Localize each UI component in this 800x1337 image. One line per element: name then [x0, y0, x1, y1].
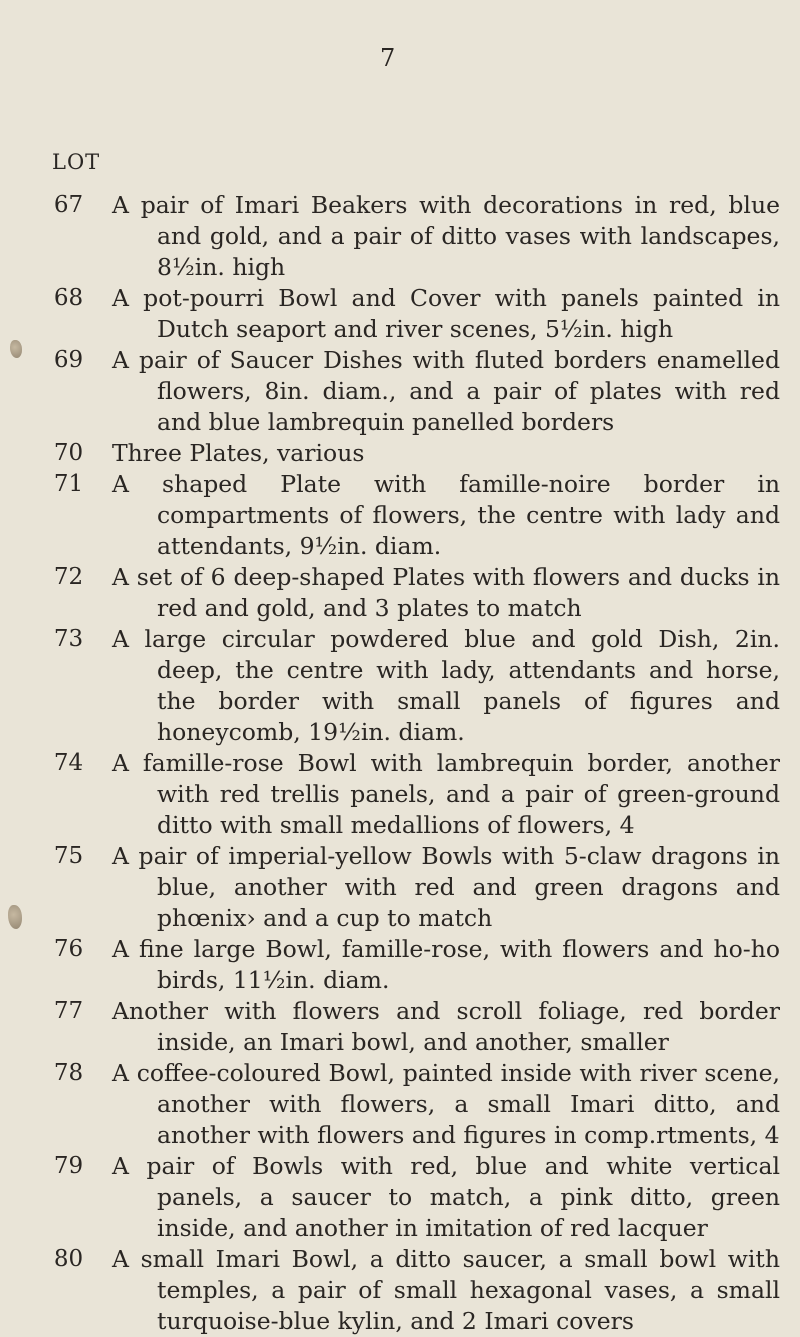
lot-number: 69	[53, 347, 84, 373]
lot-number: 76	[53, 936, 84, 962]
lot-description: A pair of imperial-yellow Bowls with 5-claw dragons in blue, another with red and green dragons and phœnix› and a cup to match	[112, 842, 780, 932]
lot-entry	[40, 1244, 780, 1337]
lot-number: 80	[53, 1246, 84, 1272]
lot-entry	[40, 469, 780, 562]
lot-description: A pot-pourri Bowl and Cover with panels painted in Dutch seaport and river scenes, 5½in. high	[112, 284, 780, 343]
lot-entry	[40, 996, 780, 1058]
lot-number: 70	[53, 440, 84, 466]
lot-number: 74	[53, 750, 84, 776]
lot-entry	[40, 841, 780, 934]
lot-description: Three Plates, various	[112, 439, 365, 467]
lot-entry	[40, 1058, 780, 1151]
lot-number: 79	[53, 1153, 84, 1179]
lot-description: A fine large Bowl, famille-rose, with flowers and ho-ho birds, 11½in. diam.	[112, 935, 780, 994]
lot-entry	[40, 748, 780, 841]
lot-column-header: LOT	[52, 150, 101, 174]
lot-number: 73	[53, 626, 84, 652]
page-number: 7	[380, 44, 396, 72]
lot-number: 72	[53, 564, 84, 590]
lot-number: 68	[53, 285, 84, 311]
lot-number: 67	[53, 192, 84, 218]
lot-entry	[40, 624, 780, 748]
lot-entry	[40, 345, 780, 438]
lot-description: Another with flowers and scroll foliage, red border inside, an Imari bowl, and another, smaller	[112, 997, 780, 1056]
lot-description: A famille-rose Bowl with lambrequin border, another with red trellis panels, and a pair of green-ground ditto with small medallions of flowers, 4	[112, 749, 780, 839]
paper-blemish	[8, 905, 22, 929]
lot-number: 75	[53, 843, 84, 869]
lot-entry	[40, 438, 780, 469]
lot-description: A pair of Saucer Dishes with fluted borders enamelled flowers, 8in. diam., and a pair of plates with red and blue lambrequin panelled borders	[112, 346, 780, 436]
lot-entry	[40, 562, 780, 624]
lot-entry	[40, 1151, 780, 1244]
lot-entry	[40, 283, 780, 345]
lot-list	[40, 190, 780, 1337]
lot-number: 78	[53, 1060, 84, 1086]
paper-blemish	[10, 340, 22, 358]
lot-number: 77	[53, 998, 84, 1024]
lot-description: A pair of Imari Beakers with decorations in red, blue and gold, and a pair of ditto vases with landscapes, 8½in. high	[112, 191, 780, 281]
lot-description: A large circular powdered blue and gold Dish, 2in. deep, the centre with lady, attendants and horse, the border with small panels of figures and honeycomb, 19½in. diam.	[112, 625, 780, 746]
lot-entry	[40, 934, 780, 996]
lot-description: A shaped Plate with famille-noire border in compartments of flowers, the centre with lady and attendants, 9½in. diam.	[112, 470, 780, 560]
lot-description: A set of 6 deep-shaped Plates with flowers and ducks in red and gold, and 3 plates to match	[112, 563, 780, 622]
lot-description: A small Imari Bowl, a ditto saucer, a small bowl with temples, a pair of small hexagonal vases, a small turquoise-blue kylin, and 2 Imari covers	[112, 1245, 780, 1335]
lot-description: A pair of Bowls with red, blue and white vertical panels, a saucer to match, a pink ditto, green inside, and another in imitation of red lacquer	[112, 1152, 780, 1242]
lot-number: 71	[53, 471, 84, 497]
lot-entry	[40, 190, 780, 283]
lot-description: A coffee-coloured Bowl, painted inside with river scene, another with flowers, a small Imari ditto, and another with flowers and figures in comp.rtments, 4	[112, 1059, 780, 1149]
